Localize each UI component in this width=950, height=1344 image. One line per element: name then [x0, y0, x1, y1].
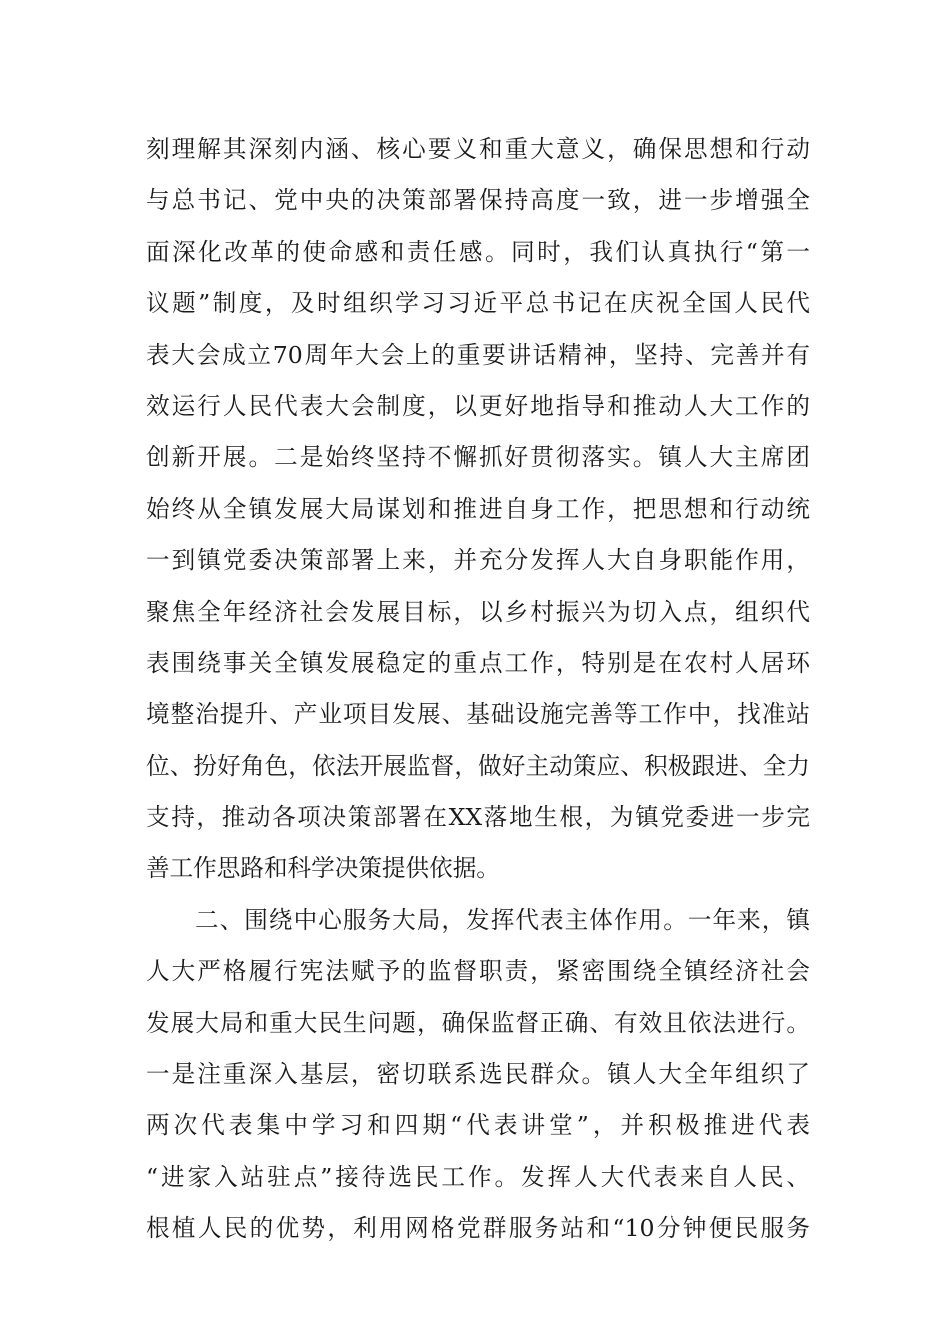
text-line: 效运行人民代表大会制度，以更好地指导和推动人大工作的	[146, 391, 810, 420]
text-line: 创新开展。二是始终坚持不懈抓好贯彻落实。镇人大主席团	[146, 443, 810, 472]
text-line: 面深化改革的使命感和责任感。同时，我们认真执行“第一	[146, 237, 810, 266]
text-line: 表围绕事关全镇发展稳定的重点工作，特别是在农村人居环	[146, 648, 810, 677]
text-line: 与总书记、党中央的决策部署保持高度一致，进一步增强全	[146, 186, 810, 215]
text-line: 聚焦全年经济社会发展目标，以乡村振兴为切入点，组织代	[146, 597, 810, 626]
text-line: 刻理解其深刻内涵、核心要义和重大意义，确保思想和行动	[146, 135, 810, 163]
text-line: 根植人民的优势，利用网格党群服务站和“10分钟便民服务	[146, 1214, 810, 1243]
paragraph-end-line: 善工作思路和科学决策提供依据。	[146, 854, 500, 883]
text-line: 位、扮好角色，依法开展监督，做好主动策应、积极跟进、全力	[146, 751, 810, 780]
text-line: 一到镇党委决策部署上来，并充分发挥人大自身职能作用，	[146, 546, 810, 575]
text-line: 一是注重深入基层，密切联系选民群众。镇人大全年组织了	[146, 1060, 810, 1089]
text-line: 议题”制度，及时组织学习习近平总书记在庆祝全国人民代	[146, 289, 810, 318]
text-line: 两次代表集中学习和四期“代表讲堂”，并积极推进代表	[146, 1111, 810, 1140]
text-line: 人大严格履行宪法赋予的监督职责，紧密围绕全镇经济社会	[146, 957, 810, 986]
text-line: “进家入站驻点”接待选民工作。发挥人大代表来自人民、	[146, 1162, 810, 1191]
text-line: 表大会成立70周年大会上的重要讲话精神，坚持、完善并有	[146, 340, 810, 369]
text-line: 发展大局和重大民生问题，确保监督正确、有效且依法进行。	[146, 1008, 810, 1037]
text-line: 支持，推动各项决策部署在XX落地生根，为镇党委进一步完	[146, 803, 810, 832]
document-body	[146, 124, 810, 1255]
section-heading-line: 二、围绕中心服务大局，发挥代表主体作用。一年来，镇	[195, 905, 810, 934]
text-line: 始终从全镇发展大局谋划和推进自身工作，把思想和行动统	[146, 494, 810, 523]
text-line: 境整治提升、产业项目发展、基础设施完善等工作中，找准站	[146, 700, 810, 729]
